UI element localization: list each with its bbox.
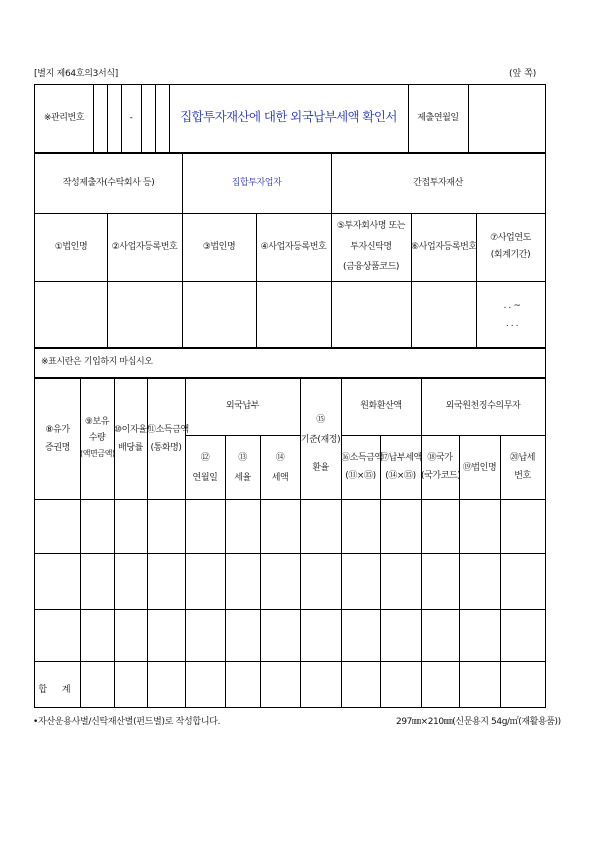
col-won-tax-formula: (⑭×⑮) <box>385 471 416 481</box>
operator-label: 집합투자업자 <box>231 178 282 188</box>
foreign-tax-group: 외국납부 <box>225 401 260 411</box>
col-withholder-name: ⑲법인명 <box>462 463 497 473</box>
col-product-code: (금융상품코드) <box>343 262 399 272</box>
divider <box>107 213 108 347</box>
col-exchange-rate: 기준(재정) <box>300 435 341 445</box>
col-tax-amount-num: ⑭ <box>275 453 285 463</box>
divider <box>35 499 545 500</box>
col-won-tax: ⑰납부세액 <box>380 453 422 463</box>
col-exchange-rate: 환율 <box>312 463 329 473</box>
divider <box>35 553 545 554</box>
col-tax-id: 번호 <box>514 471 531 481</box>
col-holding-qty: ⑨보유 <box>84 417 110 427</box>
col-fiscal-period: (회계기간) <box>490 250 531 260</box>
col-income-amount: ⑪소득금액 <box>147 425 189 435</box>
col-biz-reg-no-1: ②사업자등록번호 <box>111 242 178 252</box>
total-label: 합 계 <box>38 685 77 695</box>
divider <box>35 661 545 662</box>
won-conversion-group: 원화환산액 <box>360 401 402 411</box>
divider <box>185 435 300 436</box>
col-holding-qty: 수량 <box>88 433 106 443</box>
divider <box>35 609 545 610</box>
col-biz-reg-no-3: ⑥사업자등록번호 <box>411 242 477 252</box>
submit-date-label: 제출연월일 <box>417 113 459 123</box>
col-won-income: ⑯소득금액 <box>341 453 383 463</box>
withholder-group: 외국원천징수의무자 <box>445 401 521 411</box>
divider <box>35 213 545 214</box>
form-title: 집합투자재산에 대한 외국납부세액 확인서 <box>180 109 397 124</box>
col-biz-reg-no-2: ④사업자등록번호 <box>260 242 327 252</box>
col-security-name: ⑧유가 <box>45 425 70 435</box>
col-country-code: (국가코드) <box>421 471 461 481</box>
divider <box>107 85 108 152</box>
col-tax-amount: 세액 <box>271 473 289 483</box>
divider <box>35 347 545 349</box>
col-country: ⑱국가 <box>427 453 453 463</box>
divider <box>93 85 94 152</box>
note-text: ※표시란은 기입하지 마십시오 <box>41 357 153 367</box>
mgmt-no-dash: - <box>129 113 133 123</box>
page-side-label: (앞 쪽) <box>509 69 537 79</box>
col-date-num: ⑫ <box>200 453 210 463</box>
col-won-income-formula: (⑪×⑮) <box>345 471 376 481</box>
col-date: 연월일 <box>192 473 218 483</box>
form-frame <box>34 84 546 708</box>
divider <box>35 377 545 379</box>
col-dividend-rate: 배당률 <box>118 443 143 453</box>
mgmt-no-label: ※관리번호 <box>43 113 85 123</box>
col-interest-rate: ⑩이자율/ <box>114 425 150 435</box>
col-face-amount: (액면금액) <box>80 449 115 458</box>
form-number: [별지 제64호의3서식] <box>34 69 119 79</box>
period-start: . . ~ <box>503 301 521 311</box>
col-tax-rate: 세율 <box>234 473 251 483</box>
col-fund-name: ⑤투자회사명 또는 <box>336 221 406 231</box>
divider <box>35 152 545 154</box>
divider <box>341 435 545 436</box>
period-end: . . . <box>505 319 519 329</box>
divider <box>341 377 342 707</box>
divider <box>155 85 156 152</box>
col-tax-rate-num: ⑬ <box>238 453 247 463</box>
col-fiscal-year: ⑦사업연도 <box>490 233 531 243</box>
divider <box>35 281 545 282</box>
divider <box>468 85 469 152</box>
col-tax-id: ⑳납세 <box>509 453 536 463</box>
col-fund-name: 투자신탁명 <box>350 242 392 252</box>
col-corp-name-2: ③법인명 <box>202 242 236 252</box>
submitter-label: 작성제출자(수탁회사 등) <box>62 178 155 188</box>
footer-instruction: •자산운용사별/신탁재산별(펀드별)로 작성합니다. <box>33 717 221 727</box>
col-currency: (통화명) <box>150 443 182 453</box>
divider <box>141 85 142 152</box>
col-security-name: 증권명 <box>45 443 70 453</box>
col-corp-name-1: ①법인명 <box>54 242 88 252</box>
fund-label: 간접투자재산 <box>413 178 463 188</box>
divider <box>256 213 257 347</box>
footer-paper-spec: 297㎜×210㎜(신문용지 54g/㎡(재활용품)) <box>396 717 561 727</box>
divider <box>421 377 422 707</box>
divider <box>411 213 412 347</box>
col-exchange-rate-num: ⑮ <box>316 415 325 425</box>
